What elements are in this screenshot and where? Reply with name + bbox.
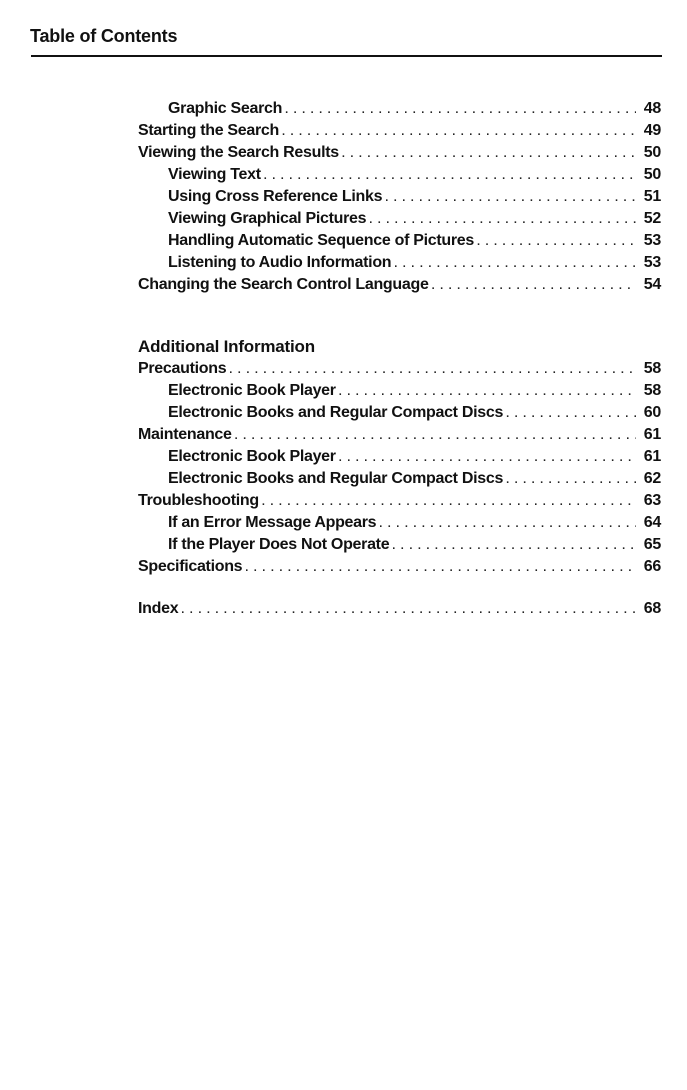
dot-leader xyxy=(385,187,636,209)
toc-entry-index[interactable] xyxy=(138,598,661,620)
toc-entry-title: Maintenance xyxy=(138,426,232,443)
toc-entry-title: Using Cross Reference Links xyxy=(168,188,383,205)
dot-leader xyxy=(264,165,636,187)
toc-page-number: 61 xyxy=(643,426,661,443)
toc-page-number: 62 xyxy=(643,470,661,487)
toc-page-number: 58 xyxy=(643,360,661,377)
toc-entry[interactable] xyxy=(138,468,661,490)
toc-entry-title: Viewing the Search Results xyxy=(138,144,339,161)
toc-entry[interactable] xyxy=(138,512,661,534)
dot-leader xyxy=(392,535,636,557)
toc-entry[interactable] xyxy=(138,556,661,578)
toc-entry-title: Graphic Search xyxy=(168,100,283,117)
page-title: Table of Contents xyxy=(30,26,178,46)
toc-entry-title: Troubleshooting xyxy=(138,492,259,509)
toc-entry-title: Electronic Book Player xyxy=(168,448,336,465)
toc-entry[interactable] xyxy=(138,120,661,142)
toc-entry[interactable] xyxy=(138,142,661,164)
toc-entry[interactable] xyxy=(138,98,661,120)
toc-entry-title: Handling Automatic Sequence of Pictures xyxy=(168,232,474,249)
dot-leader xyxy=(262,491,636,513)
toc-entry-title: Index xyxy=(138,600,179,617)
section-spacer xyxy=(138,578,661,598)
dot-leader xyxy=(432,275,636,297)
toc-entry-title: Precautions xyxy=(138,360,227,377)
toc-entry-title: Starting the Search xyxy=(138,122,280,139)
dot-leader xyxy=(394,253,636,275)
toc-page-number: 63 xyxy=(643,492,661,509)
header-rule xyxy=(31,55,662,57)
toc-entry-title: Viewing Graphical Pictures xyxy=(168,210,367,227)
toc-entry[interactable] xyxy=(138,446,661,468)
dot-leader xyxy=(339,381,636,403)
toc-page-number: 49 xyxy=(643,122,661,139)
dot-leader xyxy=(282,121,636,143)
table-of-contents xyxy=(138,98,661,620)
toc-entry[interactable] xyxy=(138,534,661,556)
toc-entry[interactable] xyxy=(138,380,661,402)
toc-entry-title: Electronic Books and Regular Compact Discs xyxy=(168,470,504,487)
toc-page-number: 50 xyxy=(643,166,661,183)
toc-page-number: 51 xyxy=(643,188,661,205)
dot-leader xyxy=(369,209,636,231)
dot-leader xyxy=(342,143,636,165)
dot-leader xyxy=(229,359,636,381)
dot-leader xyxy=(235,425,636,447)
dot-leader xyxy=(339,447,636,469)
toc-page-number: 60 xyxy=(643,404,661,421)
toc-entry-title: Specifications xyxy=(138,558,243,575)
toc-page-number: 68 xyxy=(643,600,661,617)
dot-leader xyxy=(506,403,636,425)
toc-entry[interactable] xyxy=(138,274,661,296)
dot-leader xyxy=(379,513,636,535)
toc-page-number: 53 xyxy=(643,254,661,271)
toc-entry-title: Electronic Books and Regular Compact Discs xyxy=(168,404,504,421)
section-spacer xyxy=(138,296,661,336)
toc-page-number: 66 xyxy=(643,558,661,575)
toc-page-number: 58 xyxy=(643,382,661,399)
toc-page-number: 65 xyxy=(643,536,661,553)
toc-entry[interactable] xyxy=(138,424,661,446)
toc-entry-title: If an Error Message Appears xyxy=(168,514,377,531)
toc-page-number: 61 xyxy=(643,448,661,465)
dot-leader xyxy=(477,231,636,253)
toc-entry[interactable] xyxy=(138,490,661,512)
dot-leader xyxy=(285,99,636,121)
toc-entry-title: Viewing Text xyxy=(168,166,261,183)
toc-entry-title: Changing the Search Control Language xyxy=(138,276,429,293)
toc-entry-title: If the Player Does Not Operate xyxy=(168,536,390,553)
toc-entry[interactable] xyxy=(138,230,661,252)
toc-entry-title: Electronic Book Player xyxy=(168,382,336,399)
dot-leader xyxy=(245,557,636,579)
toc-entry[interactable] xyxy=(138,164,661,186)
dot-leader xyxy=(181,599,636,621)
toc-entry[interactable] xyxy=(138,186,661,208)
toc-entry[interactable] xyxy=(138,402,661,424)
toc-entry[interactable] xyxy=(138,252,661,274)
toc-entry[interactable] xyxy=(138,208,661,230)
dot-leader xyxy=(506,469,636,491)
toc-page-number: 64 xyxy=(643,514,661,531)
toc-page-number: 54 xyxy=(643,276,661,293)
toc-page-number: 48 xyxy=(643,100,661,117)
section-heading: Additional Information xyxy=(138,337,315,356)
toc-page-number: 53 xyxy=(643,232,661,249)
toc-page-number: 50 xyxy=(643,144,661,161)
toc-entry-title: Listening to Audio Information xyxy=(168,254,392,271)
toc-entry[interactable] xyxy=(138,358,661,380)
toc-page-number: 52 xyxy=(643,210,661,227)
